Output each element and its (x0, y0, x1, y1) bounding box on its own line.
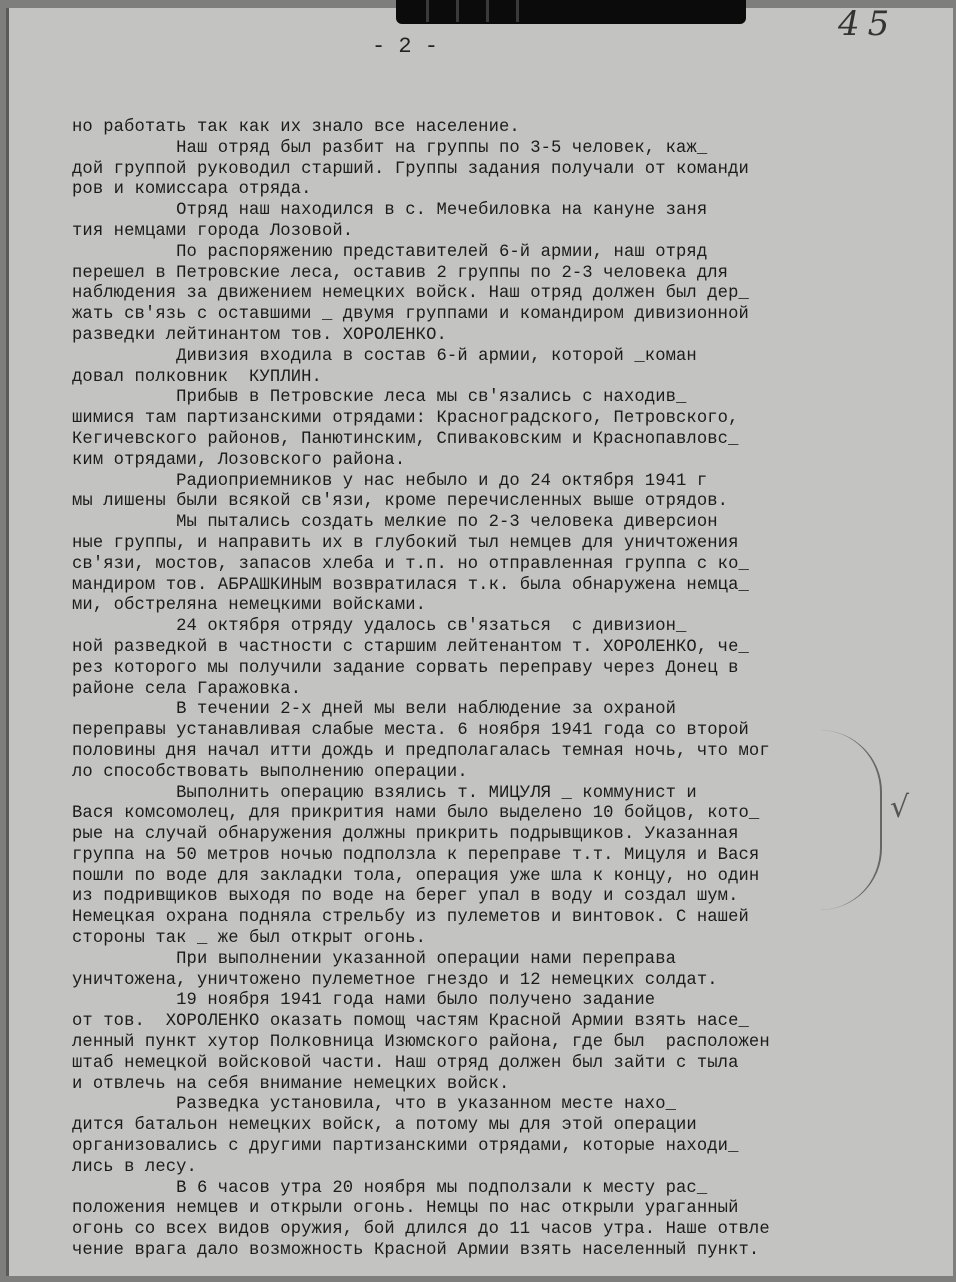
text-line: довал полковник КУПЛИН. (72, 367, 322, 387)
text-line: В течении 2-х дней мы вели наблюдение за охраной (72, 700, 677, 720)
text-line: переправы устанавливая слабые места. 6 ноября 1941 года со второй (72, 721, 749, 741)
text-line: жать св'язь с оставшими _ двумя группами и командиром дивизионной (72, 305, 749, 325)
text-line: огонь со всех видов оружия, бой длился до 11 часов утра. Наше отвле (72, 1220, 770, 1240)
text-line: 19 ноября 1941 года нами было получено задание (72, 991, 656, 1011)
text-line: из подривщиков выходя по воде на берег упал в воду и создал шум. (72, 887, 739, 907)
binder-tick (486, 0, 489, 22)
text-line: положения немцев и открыли огонь. Немцы по нас открыли ураганный (72, 1199, 739, 1219)
text-line: и отвлечь на себя внимание немецких войск. (72, 1074, 510, 1094)
text-line: мы лишены были всякой св'язи, кроме перечисленных выше отрядов. (72, 492, 729, 512)
text-line: ми, обстреляна немецкими войсками. (72, 596, 427, 616)
text-line: ные группы, и направить их в глубокий тыл немцев для уничтожения (72, 533, 739, 553)
text-line: пошли по воде для закладки тола, операция уже шла к концу, но один (72, 866, 760, 886)
text-line: перешел в Петровские леса, оставив 2 группы по 2-3 человека для (72, 263, 729, 283)
text-line: тия немцами города Лозовой. (72, 221, 354, 241)
text-line: группа на 50 метров ночью подползла к переправе т.т. Мицуля и Вася (72, 845, 760, 865)
text-line: ло способствовать выполнению операции. (72, 762, 468, 782)
text-line: ленный пункт хутор Полковница Изюмского района, где был расположен (72, 1033, 770, 1053)
text-line: Отряд наш находился в с. Мечебиловка на кануне заня (72, 201, 708, 221)
text-line: Мы пытались создать мелкие по 2-3 человека диверсион (72, 513, 718, 533)
binder-tick (426, 0, 429, 22)
text-line: При выполнении указанной операции нами переправа (72, 949, 677, 969)
binder-clip (396, 0, 746, 24)
text-line: чение врага дало возможность Красной Армии взять населенный пункт. (72, 1241, 760, 1261)
margin-check-mark: √ (890, 790, 910, 825)
binder-tick (516, 0, 519, 22)
text-line: штаб немецкой войсковой части. Наш отряд должен был зайти с тыла (72, 1053, 739, 1073)
text-line: наблюдения за движением немецких войск. Наш отряд должен был дер_ (72, 284, 749, 304)
text-line: разведки лейтинантом тов. ХОРОЛЕНКО. (72, 325, 447, 345)
text-line: но работать так как их знало все население. (72, 118, 520, 137)
text-line: половины дня начал итти дождь и предполагалась темная ночь, что мог (72, 741, 770, 761)
text-line: ной разведкой в частности с старшим лейтенантом т. ХОРОЛЕНКО, че_ (72, 637, 749, 657)
archive-page-number: 45 (838, 4, 898, 44)
text-line: организовались с другими партизанскими отрядами, которые находи_ (72, 1137, 739, 1157)
text-line: Выполнить операцию взялись т. МИЦУЛЯ _ коммунист и (72, 783, 697, 803)
text-line: Наш отряд был разбит на группы по 3-5 человек, каж_ (72, 138, 708, 158)
text-line: Немецкая охрана подняла стрельбу из пулеметов и винтовок. С нашей (72, 908, 749, 928)
page-number: - 2 - (372, 34, 439, 59)
typewritten-body (72, 118, 872, 1262)
binder-tick (456, 0, 459, 22)
text-line: дой группой руководил старший. Группы задания получали от команди (72, 159, 749, 179)
text-line: лись в лесу. (72, 1157, 197, 1177)
text-line: По распоряжению представителей 6-й армии, наш отряд (72, 242, 708, 262)
text-line: св'язи, мостов, запасов хлеба и т.п. но отправленная группа с ко_ (72, 554, 749, 574)
text-line: ров и комиссара отряда. (72, 180, 312, 200)
text-line: шимися там партизанскими отрядами: Красноградского, Петровского, (72, 409, 739, 429)
text-line: от тов. ХОРОЛЕНКО оказать помощ частям Красной Армии взять насе_ (72, 1012, 749, 1032)
text-line: дится батальон немецких войск, а потому мы для этой операции (72, 1116, 697, 1136)
text-line: Вася комсомолец, для прикрития нами было выделено 10 бойцов, кото_ (72, 804, 760, 824)
text-line: Радиоприемников у нас небыло и до 24 октября 1941 г (72, 471, 708, 491)
text-line: стороны так _ же был открыт огонь. (72, 929, 427, 949)
text-line: В 6 часов утра 20 ноября мы подползали к месту рас_ (72, 1178, 708, 1198)
text-line: ким отрядами, Лозовского района. (72, 450, 406, 470)
text-line: Прибыв в Петровские леса мы св'язались с находив_ (72, 388, 687, 408)
text-line: 24 октября отряду удалось св'язаться с дивизион_ (72, 617, 687, 637)
text-line: районе села Гаражовка. (72, 679, 302, 699)
text-line: уничтожена, уничтожено пулеметное гнездо и 12 немецких солдат. (72, 970, 718, 990)
text-line: рез которого мы получили задание сорвать переправу через Донец в (72, 658, 739, 678)
text-line: рые на случай обнаружения должны прикрить подрывщиков. Указанная (72, 825, 739, 845)
text-line: мандиром тов. АБРАШКИНЫМ возвратилася т.к. была обнаружена немца_ (72, 575, 749, 595)
text-line: Кегичевского районов, Панютинским, Спиваковским и Краснопавловс_ (72, 429, 739, 449)
text-line: Дивизия входила в состав 6-й армии, которой _коман (72, 346, 697, 366)
text-line: Разведка установила, что в указанном месте нахо_ (72, 1095, 677, 1115)
